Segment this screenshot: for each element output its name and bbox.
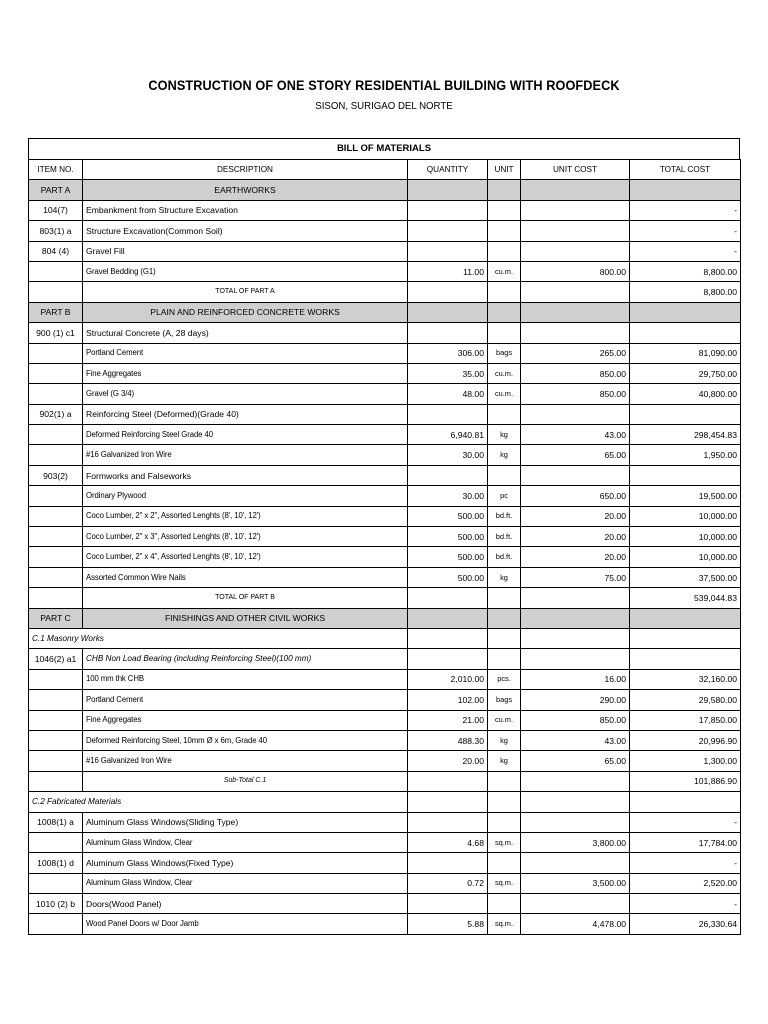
cell-unit-cost [521, 241, 630, 261]
cell-description: TOTAL OF PART B [83, 588, 408, 608]
cell-description: Gravel Bedding (G1) [83, 261, 408, 281]
cell-quantity: 20.00 [408, 751, 488, 771]
cell-description: Assorted Common Wire Nails [83, 567, 408, 587]
cell-unit: cu.m. [488, 710, 521, 730]
cell-unit-cost [521, 588, 630, 608]
cell-quantity [408, 465, 488, 485]
cell-unit-cost [521, 894, 630, 914]
table-row [29, 465, 741, 485]
header-unit: UNIT [488, 160, 521, 180]
cell-unit [488, 792, 521, 812]
cell-description: Coco Lumber, 2" x 2", Assorted Lenghts (8', 10', 12') [83, 506, 408, 526]
cell-description: Aluminum Glass Window, Clear [83, 832, 408, 852]
cell-description: FINISHINGS AND OTHER CIVIL WORKS [83, 608, 408, 628]
cell-unit [488, 812, 521, 832]
cell-description: TOTAL OF PART A [83, 282, 408, 302]
cell-unit-cost [521, 649, 630, 669]
cell-total-cost: - [630, 853, 741, 873]
cell-description: Fine Aggregates [83, 710, 408, 730]
cell-unit-cost [521, 792, 630, 812]
cell-quantity: 500.00 [408, 547, 488, 567]
table-row [29, 649, 741, 669]
cell-unit: kg [488, 751, 521, 771]
cell-total-cost: 539,044.83 [630, 588, 741, 608]
cell-description: PLAIN AND REINFORCED CONCRETE WORKS [83, 302, 408, 322]
cell-unit-cost: 850.00 [521, 710, 630, 730]
header-unit-cost: UNIT COST [521, 160, 630, 180]
table-row [29, 832, 741, 852]
cell-description: Structure Excavation(Common Soil) [83, 221, 408, 241]
cell-quantity [408, 649, 488, 669]
cell-quantity: 48.00 [408, 384, 488, 404]
cell-description: Embankment from Structure Excavation [83, 200, 408, 220]
table-row [29, 180, 741, 200]
cell-quantity [408, 302, 488, 322]
cell-unit [488, 282, 521, 302]
cell-item-no [29, 832, 83, 852]
cell-item-no [29, 506, 83, 526]
cell-description [83, 628, 408, 648]
cell-unit-cost [521, 404, 630, 424]
cell-total-cost: - [630, 200, 741, 220]
cell-item-no [29, 547, 83, 567]
cell-unit-cost [521, 628, 630, 648]
cell-description: Gravel Fill [83, 241, 408, 261]
cell-total-cost: - [630, 894, 741, 914]
cell-unit: sq.m. [488, 914, 521, 934]
bill-title: BILL OF MATERIALS [28, 138, 740, 159]
cell-unit: cu.m. [488, 261, 521, 281]
cell-item-no: PART B [29, 302, 83, 322]
table-row [29, 628, 741, 648]
cell-item-no: 1010 (2) b [29, 894, 83, 914]
cell-item-no [29, 669, 83, 689]
cell-quantity [408, 200, 488, 220]
cell-description: Doors(Wood Panel) [83, 894, 408, 914]
cell-item-no [29, 567, 83, 587]
cell-unit: bags [488, 690, 521, 710]
cell-item-no [29, 690, 83, 710]
cell-description: Reinforcing Steel (Deformed)(Grade 40) [83, 404, 408, 424]
cell-unit-cost [521, 812, 630, 832]
document-title: CONSTRUCTION OF ONE STORY RESIDENTIAL BUILDING WITH ROOFDECK [148, 78, 620, 93]
cell-unit: bd.ft. [488, 527, 521, 547]
table-row [29, 608, 741, 628]
cell-quantity: 0.72 [408, 873, 488, 893]
table-row [29, 200, 741, 220]
cell-total-cost: 20,996.90 [630, 730, 741, 750]
cell-description: Deformed Reinforcing Steel, 10mm Ø x 6m, Grade 40 [83, 730, 408, 750]
cell-total-cost: 10,000.00 [630, 506, 741, 526]
cell-total-cost [630, 608, 741, 628]
cell-total-cost [630, 465, 741, 485]
cell-total-cost: 29,750.00 [630, 363, 741, 383]
cell-total-cost: 8,800.00 [630, 282, 741, 302]
table-row [29, 812, 741, 832]
document-location: SISON, SURIGAO DEL NORTE [315, 100, 453, 112]
table-row [29, 588, 741, 608]
cell-unit: pcs. [488, 669, 521, 689]
cell-total-cost [630, 404, 741, 424]
cell-unit-cost: 43.00 [521, 425, 630, 445]
cell-item-no: 900 (1) c1 [29, 323, 83, 343]
cell-unit-cost: 65.00 [521, 445, 630, 465]
table-row [29, 404, 741, 424]
cell-unit-cost: 65.00 [521, 751, 630, 771]
cell-quantity [408, 853, 488, 873]
cell-total-cost: 81,090.00 [630, 343, 741, 363]
cell-description: Aluminum Glass Window, Clear [83, 873, 408, 893]
cell-description [83, 792, 408, 812]
cell-unit [488, 323, 521, 343]
cell-unit-cost: 650.00 [521, 486, 630, 506]
section-heading: C.2 Fabricated Materials [29, 792, 83, 812]
table-row [29, 261, 741, 281]
cell-total-cost [630, 628, 741, 648]
cell-unit [488, 200, 521, 220]
cell-total-cost: 17,784.00 [630, 832, 741, 852]
cell-item-no [29, 710, 83, 730]
cell-total-cost [630, 302, 741, 322]
header-total-cost: TOTAL COST [630, 160, 741, 180]
cell-unit [488, 608, 521, 628]
cell-total-cost: 1,950.00 [630, 445, 741, 465]
cell-item-no: 804 (4) [29, 241, 83, 261]
cell-item-no [29, 730, 83, 750]
cell-unit-cost: 850.00 [521, 363, 630, 383]
cell-unit-cost [521, 608, 630, 628]
cell-unit [488, 628, 521, 648]
cell-description: 100 mm thk CHB [83, 669, 408, 689]
cell-quantity: 500.00 [408, 527, 488, 547]
cell-item-no: 1008(1) a [29, 812, 83, 832]
cell-description: Formworks and Falseworks [83, 465, 408, 485]
cell-unit-cost: 290.00 [521, 690, 630, 710]
cell-item-no [29, 282, 83, 302]
table-row [29, 506, 741, 526]
cell-description: Wood Panel Doors w/ Door Jamb [83, 914, 408, 934]
cell-unit-cost: 20.00 [521, 527, 630, 547]
cell-item-no [29, 384, 83, 404]
cell-unit-cost: 265.00 [521, 343, 630, 363]
table-row [29, 527, 741, 547]
table-body [29, 160, 741, 935]
cell-quantity: 5.88 [408, 914, 488, 934]
cell-description: Aluminum Glass Windows(Sliding Type) [83, 812, 408, 832]
cell-item-no [29, 343, 83, 363]
cell-unit: sq.m. [488, 873, 521, 893]
cell-total-cost: 26,330.64 [630, 914, 741, 934]
cell-quantity: 30.00 [408, 445, 488, 465]
cell-total-cost [630, 792, 741, 812]
cell-total-cost: 19,500.00 [630, 486, 741, 506]
cell-total-cost: - [630, 241, 741, 261]
table-row [29, 486, 741, 506]
cell-unit: bags [488, 343, 521, 363]
cell-total-cost: 8,800.00 [630, 261, 741, 281]
bill-of-materials-table [28, 159, 741, 935]
cell-total-cost [630, 649, 741, 669]
cell-quantity [408, 282, 488, 302]
cell-quantity [408, 323, 488, 343]
cell-quantity: 6,940.81 [408, 425, 488, 445]
cell-unit-cost [521, 200, 630, 220]
cell-quantity: 4.68 [408, 832, 488, 852]
table-row [29, 363, 741, 383]
cell-unit [488, 649, 521, 669]
cell-unit: cu.m. [488, 384, 521, 404]
cell-unit-cost [521, 180, 630, 200]
cell-unit [488, 221, 521, 241]
cell-total-cost: 17,850.00 [630, 710, 741, 730]
cell-unit: cu.m. [488, 363, 521, 383]
cell-unit-cost [521, 771, 630, 791]
table-row [29, 792, 741, 812]
cell-total-cost: - [630, 812, 741, 832]
cell-total-cost: 37,500.00 [630, 567, 741, 587]
cell-quantity: 2,010.00 [408, 669, 488, 689]
cell-unit [488, 588, 521, 608]
cell-unit [488, 241, 521, 261]
cell-quantity: 102.00 [408, 690, 488, 710]
header-description: DESCRIPTION [83, 160, 408, 180]
cell-unit: sq.m. [488, 832, 521, 852]
cell-quantity [408, 404, 488, 424]
cell-quantity [408, 771, 488, 791]
table-header-row [29, 160, 741, 180]
cell-unit: bd.ft. [488, 506, 521, 526]
cell-unit-cost [521, 323, 630, 343]
cell-quantity: 11.00 [408, 261, 488, 281]
cell-unit: kg [488, 730, 521, 750]
cell-description: Portland Cement [83, 343, 408, 363]
table-row [29, 853, 741, 873]
table-row [29, 690, 741, 710]
cell-unit-cost [521, 465, 630, 485]
cell-item-no: PART C [29, 608, 83, 628]
cell-quantity: 30.00 [408, 486, 488, 506]
cell-unit-cost: 3,500.00 [521, 873, 630, 893]
cell-unit-cost: 850.00 [521, 384, 630, 404]
cell-description: Aluminum Glass Windows(Fixed Type) [83, 853, 408, 873]
cell-description: Portland Cement [83, 690, 408, 710]
cell-unit [488, 894, 521, 914]
cell-item-no [29, 486, 83, 506]
cell-total-cost: 2,520.00 [630, 873, 741, 893]
cell-unit: pc [488, 486, 521, 506]
cell-total-cost: 298,454.83 [630, 425, 741, 445]
cell-quantity: 500.00 [408, 506, 488, 526]
cell-description: Ordinary Plywood [83, 486, 408, 506]
cell-quantity [408, 588, 488, 608]
cell-total-cost [630, 323, 741, 343]
cell-unit-cost: 3,800.00 [521, 832, 630, 852]
cell-description: Gravel (G 3/4) [83, 384, 408, 404]
table-row [29, 873, 741, 893]
cell-item-no [29, 527, 83, 547]
cell-description: EARTHWORKS [83, 180, 408, 200]
cell-unit: kg [488, 445, 521, 465]
table-row [29, 669, 741, 689]
cell-description: CHB Non Load Bearing (including Reinforcing Steel)(100 mm) [83, 649, 408, 669]
cell-quantity: 306.00 [408, 343, 488, 363]
table-row [29, 751, 741, 771]
cell-item-no [29, 445, 83, 465]
cell-item-no: 1008(1) d [29, 853, 83, 873]
cell-total-cost: 32,160.00 [630, 669, 741, 689]
cell-unit: bd.ft. [488, 547, 521, 567]
cell-item-no [29, 588, 83, 608]
cell-unit-cost: 43.00 [521, 730, 630, 750]
cell-quantity [408, 241, 488, 261]
cell-unit [488, 465, 521, 485]
header-quantity: QUANTITY [408, 160, 488, 180]
cell-unit-cost [521, 221, 630, 241]
cell-quantity [408, 812, 488, 832]
cell-total-cost: 29,580.00 [630, 690, 741, 710]
cell-item-no: 902(1) a [29, 404, 83, 424]
table-row [29, 241, 741, 261]
cell-description: #16 Galvanized Iron Wire [83, 751, 408, 771]
cell-quantity [408, 894, 488, 914]
cell-quantity [408, 221, 488, 241]
cell-unit: kg [488, 425, 521, 445]
table-row [29, 282, 741, 302]
cell-quantity [408, 180, 488, 200]
table-row [29, 710, 741, 730]
cell-total-cost: 10,000.00 [630, 547, 741, 567]
cell-description: Coco Lumber, 2" x 4", Assorted Lenghts (8', 10', 12') [83, 547, 408, 567]
cell-quantity [408, 608, 488, 628]
cell-unit-cost: 16.00 [521, 669, 630, 689]
table-row [29, 384, 741, 404]
cell-unit-cost: 20.00 [521, 547, 630, 567]
header-item-no: ITEM NO. [29, 160, 83, 180]
cell-unit-cost: 75.00 [521, 567, 630, 587]
cell-total-cost: 10,000.00 [630, 527, 741, 547]
cell-item-no: PART A [29, 180, 83, 200]
cell-quantity: 21.00 [408, 710, 488, 730]
cell-unit [488, 302, 521, 322]
cell-total-cost: - [630, 221, 741, 241]
cell-quantity [408, 628, 488, 648]
cell-item-no [29, 914, 83, 934]
bill-of-materials-sheet [28, 138, 740, 935]
cell-unit-cost: 20.00 [521, 506, 630, 526]
table-row [29, 914, 741, 934]
cell-item-no [29, 751, 83, 771]
cell-item-no [29, 873, 83, 893]
cell-description: Structural Concrete (A, 28 days) [83, 323, 408, 343]
table-row [29, 425, 741, 445]
cell-unit-cost: 4,478.00 [521, 914, 630, 934]
cell-unit-cost [521, 302, 630, 322]
cell-description: #16 Galvanized Iron Wire [83, 445, 408, 465]
cell-item-no: 104(7) [29, 200, 83, 220]
table-row [29, 323, 741, 343]
cell-unit [488, 404, 521, 424]
cell-description: Sub-Total C.1 [83, 771, 408, 791]
table-row [29, 221, 741, 241]
table-row [29, 894, 741, 914]
cell-unit: kg [488, 567, 521, 587]
section-heading: C.1 Masonry Works [29, 628, 83, 648]
cell-item-no [29, 261, 83, 281]
table-row [29, 567, 741, 587]
cell-quantity: 500.00 [408, 567, 488, 587]
cell-unit [488, 853, 521, 873]
cell-quantity: 35.00 [408, 363, 488, 383]
cell-quantity: 488.30 [408, 730, 488, 750]
cell-unit-cost: 800.00 [521, 261, 630, 281]
cell-item-no: 1046(2) a1 [29, 649, 83, 669]
table-row [29, 302, 741, 322]
cell-description: Coco Lumber, 2" x 3", Assorted Lenghts (8', 10', 12') [83, 527, 408, 547]
cell-quantity [408, 792, 488, 812]
table-row [29, 445, 741, 465]
table-row [29, 547, 741, 567]
cell-item-no [29, 425, 83, 445]
cell-item-no [29, 771, 83, 791]
cell-item-no: 903(2) [29, 465, 83, 485]
cell-item-no: 803(1) a [29, 221, 83, 241]
cell-description: Fine Aggregates [83, 363, 408, 383]
cell-item-no [29, 363, 83, 383]
cell-total-cost: 40,800.00 [630, 384, 741, 404]
cell-unit [488, 771, 521, 791]
cell-total-cost: 101,886.90 [630, 771, 741, 791]
table-row [29, 730, 741, 750]
cell-total-cost [630, 180, 741, 200]
cell-total-cost: 1,300.00 [630, 751, 741, 771]
table-row [29, 771, 741, 791]
table-row [29, 343, 741, 363]
cell-unit-cost [521, 282, 630, 302]
cell-description: Deformed Reinforcing Steel Grade 40 [83, 425, 408, 445]
cell-unit [488, 180, 521, 200]
cell-unit-cost [521, 853, 630, 873]
